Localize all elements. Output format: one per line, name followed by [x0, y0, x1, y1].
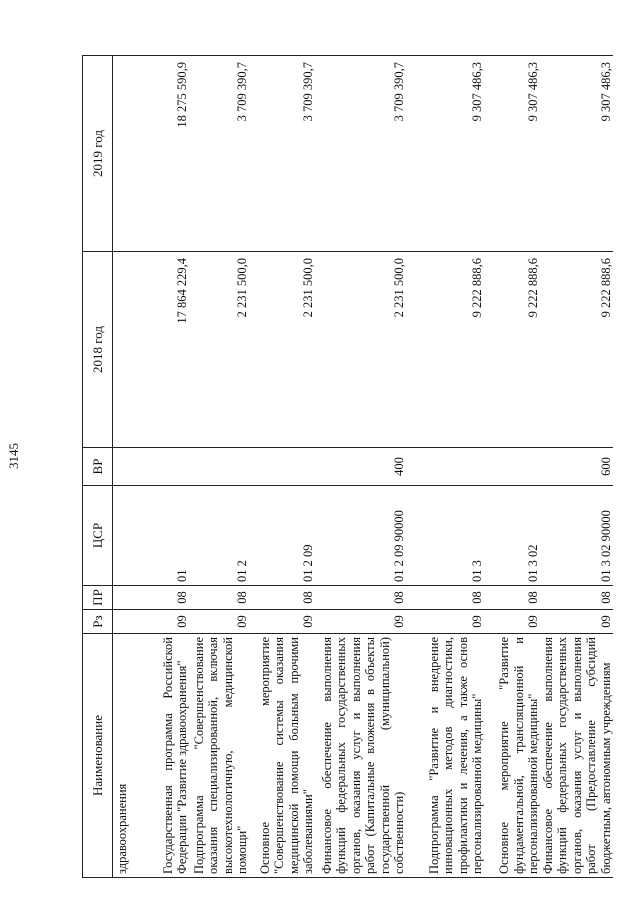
- cell-2018: 9 222 888,6: [485, 252, 541, 448]
- cell-name: Основное мероприятие "Развитие фундаментальной, трансляционной и персонализированной медицины": [485, 634, 541, 878]
- table-row: [113, 56, 142, 878]
- header-2018: 2018 год: [83, 252, 113, 448]
- cell-pr: 08: [485, 586, 541, 610]
- cell-2019: 9 307 486,3: [407, 56, 485, 252]
- cell-name: Финансовое обеспечение выполнения функций федеральных государственных органов, оказания услуг и выполнения работ (Предоставление субсидий бюджетным, автономным учреждениям: [541, 634, 614, 878]
- cell-vr: [407, 448, 485, 486]
- header-pr: ПР: [83, 586, 113, 610]
- cell-rz: 09: [316, 610, 407, 634]
- cell-2019: 3 709 390,7: [316, 56, 407, 252]
- header-csr: ЦСР: [83, 486, 113, 586]
- cell-name: Государственная программа Российской Федерации "Развитие здравоохранения": [142, 634, 190, 878]
- cell-csr: 01 2: [190, 486, 250, 586]
- cell-2019: 9 307 486,3: [541, 56, 614, 252]
- cell-name: Подпрограмма "Развитие и внедрение инновационных методов диагностики, профилактики и лечения, а также основ персонализированной медицины": [407, 634, 485, 878]
- cell-rz: 09: [190, 610, 250, 634]
- cell-rz: 09: [485, 610, 541, 634]
- cell-vr: [142, 448, 190, 486]
- cell-rz: 09: [407, 610, 485, 634]
- page-number-text: 3145: [6, 443, 21, 469]
- table-row: [541, 56, 614, 878]
- header-row: [83, 56, 113, 878]
- cell-name: Подпрограмма "Совершенствование оказания специализированной, включая высокотехнологичную, медицинской помощи": [190, 634, 250, 878]
- header-name: Наименование: [83, 634, 113, 878]
- table-row: [190, 56, 250, 878]
- cell-2018: 17 864 229,4: [142, 252, 190, 448]
- cell-csr: 01 2 09 90000: [316, 486, 407, 586]
- cell-2019: [113, 56, 142, 252]
- table-row: [142, 56, 190, 878]
- cell-2018: 9 222 888,6: [541, 252, 614, 448]
- cell-vr: [113, 448, 142, 486]
- page-number: [0, 436, 28, 476]
- table-row: [485, 56, 541, 878]
- cell-csr: 01 2 09: [250, 486, 316, 586]
- header-rz: Рз: [83, 610, 113, 634]
- cell-pr: 08: [407, 586, 485, 610]
- cell-vr: [190, 448, 250, 486]
- cell-name: Финансовое обеспечение выполнения функций федеральных государственных органов, оказания услуг и выполнения работ (Капитальные вложения в объекты государственной (муниципальной) собственности): [316, 634, 407, 878]
- cell-rz: 09: [250, 610, 316, 634]
- cell-csr: 01: [142, 486, 190, 586]
- table-row: [250, 56, 316, 878]
- cell-vr: 400: [316, 448, 407, 486]
- cell-pr: 08: [541, 586, 614, 610]
- header-2019: 2019 год: [83, 56, 113, 252]
- cell-2019: 18 275 590,9: [142, 56, 190, 252]
- cell-rz: 09: [142, 610, 190, 634]
- budget-table-container: [82, 56, 613, 878]
- cell-name: Основное мероприятие "Совершенствование системы оказания медицинской помощи больным прочими заболеваниями": [250, 634, 316, 878]
- cell-csr: 01 3: [407, 486, 485, 586]
- cell-vr: [250, 448, 316, 486]
- cell-csr: 01 3 02: [485, 486, 541, 586]
- cell-2019: 3 709 390,7: [250, 56, 316, 252]
- cell-pr: [113, 586, 142, 610]
- budget-table: [82, 55, 613, 878]
- cell-pr: 08: [142, 586, 190, 610]
- cell-csr: 01 3 02 90000: [541, 486, 614, 586]
- table-row: [407, 56, 485, 878]
- cell-2019: 3 709 390,7: [190, 56, 250, 252]
- cell-2018: 2 231 500,0: [250, 252, 316, 448]
- cell-name: здравоохранения: [113, 634, 142, 878]
- cell-vr: 600: [541, 448, 614, 486]
- header-vr: ВР: [83, 448, 113, 486]
- cell-rz: [113, 610, 142, 634]
- table-row: [316, 56, 407, 878]
- cell-pr: 08: [190, 586, 250, 610]
- cell-2018: 9 222 888,6: [407, 252, 485, 448]
- cell-2018: 2 231 500,0: [316, 252, 407, 448]
- cell-2019: 9 307 486,3: [485, 56, 541, 252]
- cell-2018: 2 231 500,0: [190, 252, 250, 448]
- cell-vr: [485, 448, 541, 486]
- cell-csr: [113, 486, 142, 586]
- table-body: [113, 56, 614, 878]
- table-header: [83, 56, 113, 878]
- cell-2018: [113, 252, 142, 448]
- cell-pr: 08: [316, 586, 407, 610]
- cell-pr: 08: [250, 586, 316, 610]
- cell-rz: 09: [541, 610, 614, 634]
